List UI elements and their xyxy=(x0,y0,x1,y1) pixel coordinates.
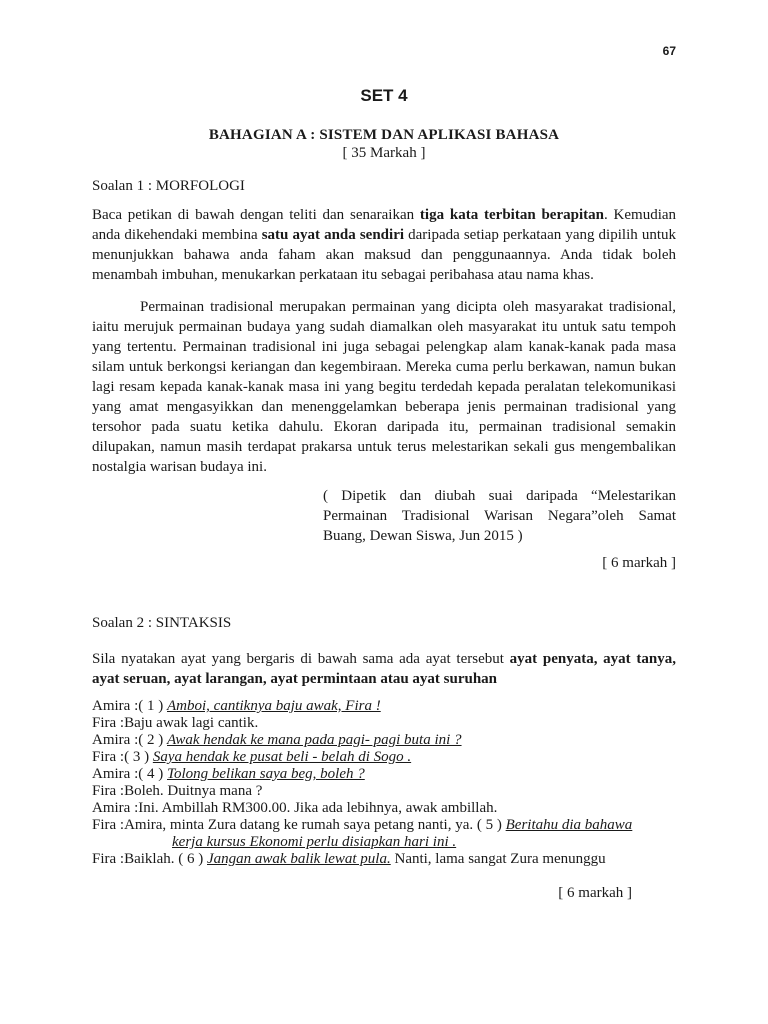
section-marks: [ 35 Markah ] xyxy=(342,145,426,161)
dialogue-line: Amira :Ini. Ambillah RM300.00. Jika ada lebihnya, awak ambillah. xyxy=(92,800,498,816)
dialogue-line: Amira :( 2 ) Awak hendak ke mana pada pagi- pagi buta ini ? xyxy=(92,732,462,748)
dialogue-line: Amira :( 4 ) Tolong belikan saya beg, boleh ? xyxy=(92,766,365,782)
dialogue-line-continuation xyxy=(92,834,692,851)
underlined-sentence: Saya hendak ke pusat beli - belah di Sogo . xyxy=(152,749,412,765)
speaker: Fira : xyxy=(92,715,125,731)
question-1-instructions: Baca petikan di bawah dengan teliti dan senaraikan tiga kata terbitan berapitan. Kemudian anda dikehendaki membina satu ayat anda sendiri daripada setiap perkataan yang dipilih untuk menunjukkan bahawa anda faham akan maksud dan penggunaannya. Anda tidak boleh menambah imbuhan, menukarkan perkataan itu sebagai peribahasa atau nama khas. xyxy=(92,207,677,283)
dialogue-line: Fira :( 3 ) Saya hendak ke pusat beli - belah di Sogo . xyxy=(92,749,412,765)
underlined-sentence: kerja kursus Ekonomi perlu disiapkan hari ini . xyxy=(172,834,457,850)
question-2-instructions: Sila nyatakan ayat yang bergaris di bawah sama ada ayat tersebut ayat penyata, ayat tanya, ayat seruan, ayat larangan, ayat permintaan atau ayat suruhan xyxy=(92,651,677,687)
question-1-passage: Permainan tradisional merupakan permainan yang dicipta oleh masyarakat tradisional, iaitu merujuk permainan budaya yang sudah diamalkan oleh masyarakat itu untuk satu tempoh yang tertentu. Permainan tradisional ini juga sebagai pelengkap alam kanak-kanak pada masa silam untuk berkongsi keriangan dan kegembiraan. Mereka cuma perlu berkawan, namun bukan lagi resam kepada kanak-kanak masa ini yang begitu terdedah kepada peralatan telekomunikasi yang amat mengasyikkan dan menenggelamkan beberapa jenis permainan tradisional yang tersohor pada suatu ketika dahulu. Ekoran daripada itu, permainan tradisional semakin dilupakan, namun masih terdapat prakarsa untuk terus melestarikan sekali gus mengembalikan nostalgia warisan budaya ini. xyxy=(92,299,676,475)
speaker: Amira : xyxy=(92,766,139,782)
question-2-marks: [ 6 markah ] xyxy=(558,885,632,901)
underlined-sentence: Beritahu dia bahawa xyxy=(505,817,633,833)
speaker: Fira : xyxy=(92,851,125,867)
speaker: Fira : xyxy=(92,817,125,833)
dialogue-line: Fira :Amira, minta Zura datang ke rumah saya petang nanti, ya. ( 5 ) Beritahu dia bahawa xyxy=(92,817,633,833)
passage-source-citation: ( Dipetik dan diubah suai daripada “Melestarikan Permainan Tradisional Warisan Negara”oleh Samat Buang, Dewan Siswa, Jun 2015 ) xyxy=(323,488,676,544)
dialogue-line: Amira :( 1 ) Amboi, cantiknya baju awak, Fira ! xyxy=(92,698,381,714)
speaker: Fira : xyxy=(92,783,125,799)
question-1-heading: Soalan 1 : MORFOLOGI xyxy=(92,178,245,194)
dialogue-line: Fira :Baju awak lagi cantik. xyxy=(92,715,259,731)
underlined-sentence: Jangan awak balik lewat pula. xyxy=(207,851,391,867)
question-1-marks: [ 6 markah ] xyxy=(602,555,676,571)
section-title: BAHAGIAN A : SISTEM DAN APLIKASI BAHASA xyxy=(208,127,560,143)
speaker: Fira : xyxy=(92,749,125,765)
dialogue-line: Fira :Boleh. Duitnya mana ? xyxy=(92,783,263,799)
underlined-sentence: Awak hendak ke mana pada pagi- pagi buta ini ? xyxy=(167,732,462,748)
set-title: SET 4 xyxy=(360,86,408,105)
page-number: 67 xyxy=(662,44,676,58)
speaker: Amira : xyxy=(92,800,139,816)
question-2-heading: Soalan 2 : SINTAKSIS xyxy=(92,615,232,631)
speaker: Amira : xyxy=(92,698,139,714)
dialogue xyxy=(92,698,692,868)
speaker: Amira : xyxy=(92,732,139,748)
underlined-sentence: Amboi, cantiknya baju awak, Fira ! xyxy=(167,698,381,714)
underlined-sentence: Tolong belikan saya beg, boleh ? xyxy=(167,766,365,782)
dialogue-line: Fira :Baiklah. ( 6 ) Jangan awak balik lewat pula. Nanti, lama sangat Zura menunggu xyxy=(92,851,606,867)
